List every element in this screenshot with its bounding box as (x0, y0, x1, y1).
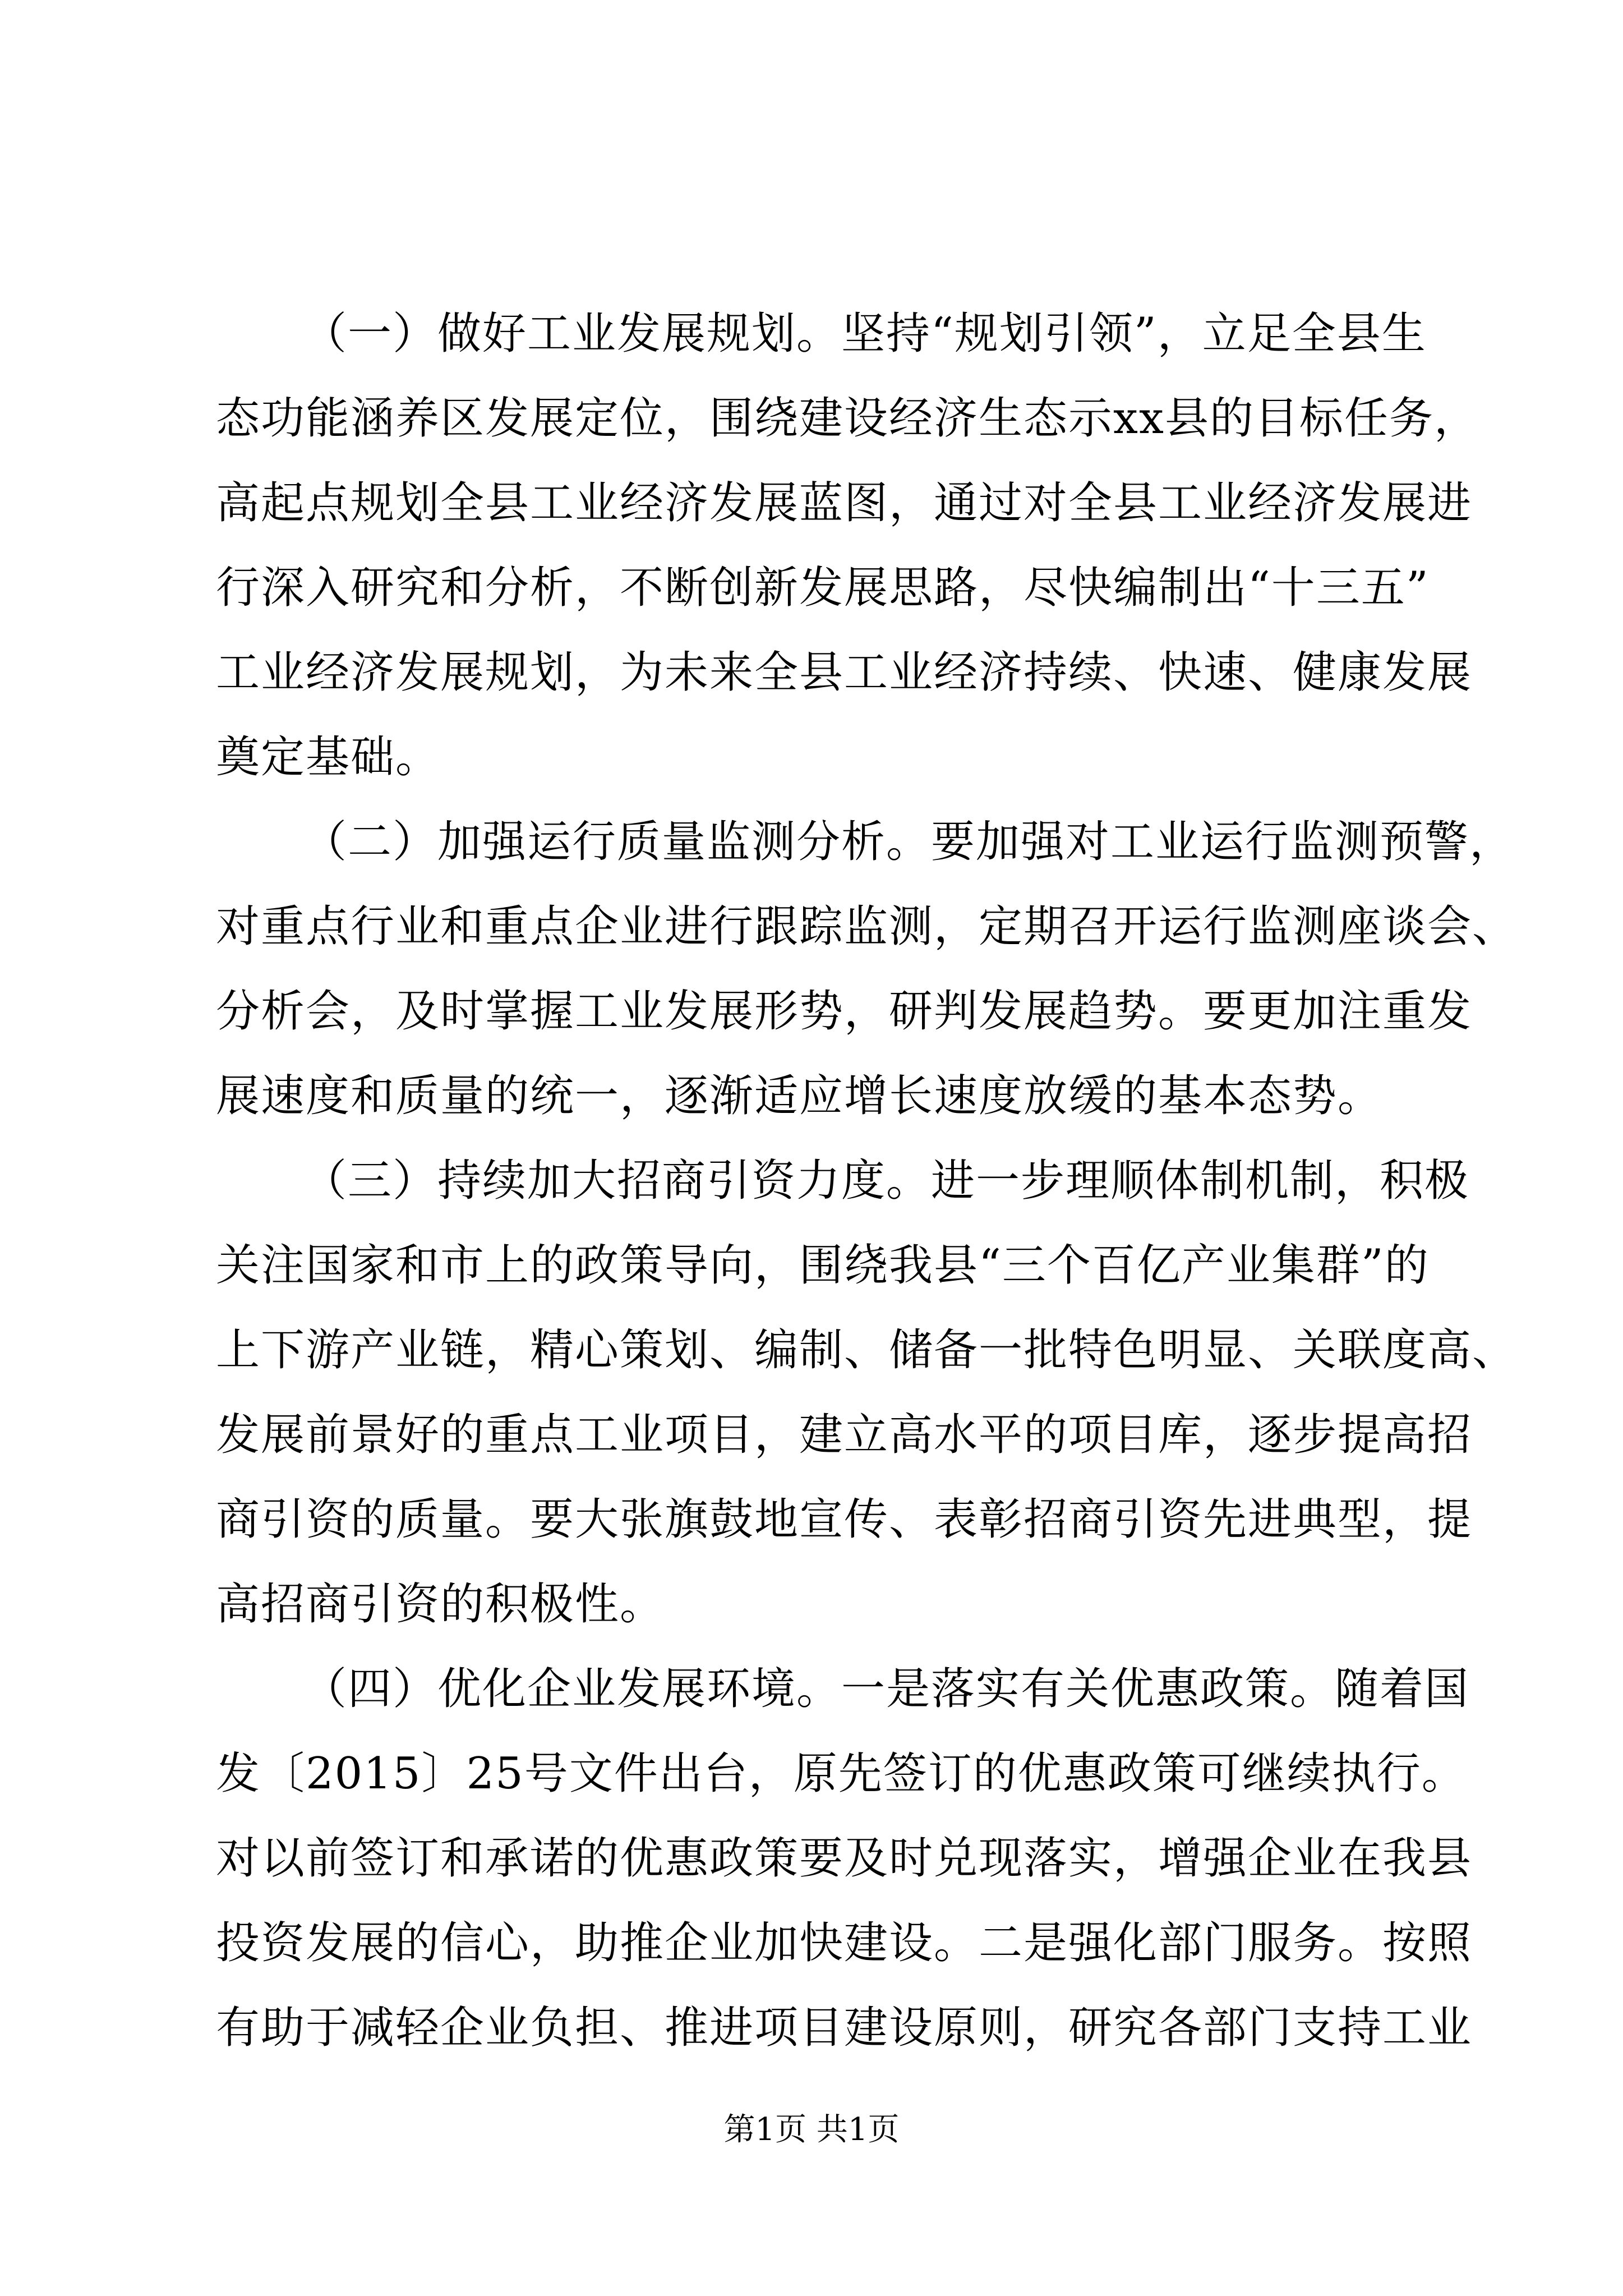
text-line: （四）优化企业发展环境。一是落实有关优惠政策。随着国 (303, 1664, 1470, 1714)
text-line: 商引资的质量。要大张旗鼓地宣传、表彰招商引资先进典型，提 (216, 1494, 1473, 1545)
text-line: （三）持续加大招商引资力度。进一步理顺体制机制，积极 (303, 1156, 1470, 1206)
document-body (216, 292, 1518, 2070)
text-line: 上下游产业链，精心策划、编制、储备一批特色明显、关联度高、 (216, 1325, 1518, 1375)
text-line: 行深入研究和分析，不断创新发展思路，尽快编制出“十三五” (216, 563, 1430, 613)
text-line: 高招商引资的积极性。 (216, 1579, 665, 1630)
text-line: 展速度和质量的统一，逐渐适应增长速度放缓的基本态势。 (216, 1071, 1383, 1121)
text-line: 发〔2015〕25号文件出台，原先签订的优惠政策可继续执行。 (216, 1749, 1467, 1799)
text-line: （一）做好工业发展规划。坚持“规划引领”，立足全县生 (303, 309, 1427, 359)
text-line: 对重点行业和重点企业进行跟踪监测，定期召开运行监测座谈会、 (216, 901, 1518, 952)
text-line: 高起点规划全县工业经济发展蓝图，通过对全县工业经济发展进 (216, 478, 1473, 528)
text-line: （二）加强运行质量监测分析。要加强对工业运行监测预警， (303, 817, 1515, 867)
text-line: 态功能涵养区发展定位，围绕建设经济生态示xx县的目标任务， (216, 393, 1479, 444)
text-line: 投资发展的信心，助推企业加快建设。二是强化部门服务。按照 (216, 1918, 1473, 1968)
text-line: 关注国家和市上的政策导向，围绕我县“三个百亿产业集群”的 (216, 1240, 1430, 1291)
text-line: 对以前签订和承诺的优惠政策要及时兑现落实，增强企业在我县 (216, 1833, 1473, 1884)
text-line: 工业经济发展规划，为未来全县工业经济持续、快速、健康发展 (216, 647, 1473, 698)
text-line: 发展前景好的重点工业项目，建立高水平的项目库，逐步提高招 (216, 1410, 1473, 1460)
text-line: 奠定基础。 (216, 732, 441, 783)
text-line: 有助于减轻企业负担、推进项目建设原则，研究各部门支持工业 (216, 2003, 1473, 2053)
page-footer: 第1页 共1页 (723, 2111, 900, 2148)
text-line: 分析会，及时掌握工业发展形势，研判发展趋势。要更加注重发 (216, 986, 1473, 1037)
